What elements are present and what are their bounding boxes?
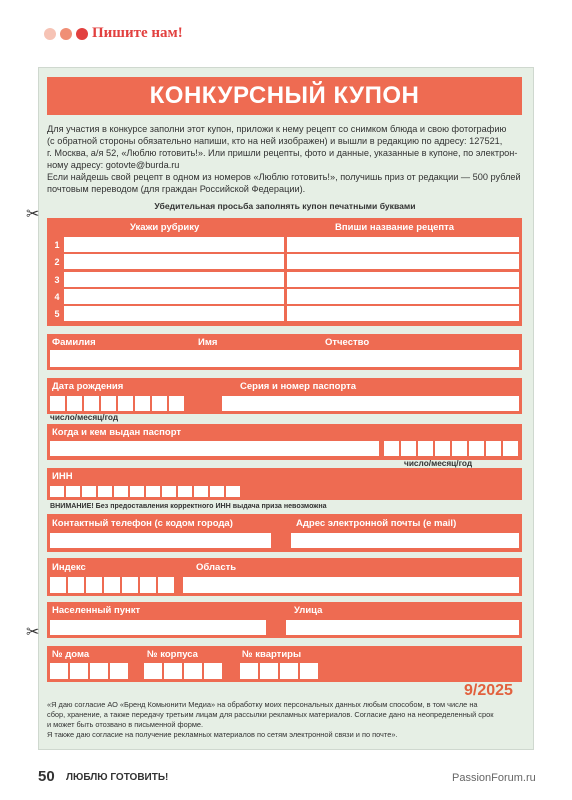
scissors-icon: ✂: [26, 206, 40, 223]
row-number: 4: [54, 292, 60, 302]
rubric-field-4[interactable]: [64, 289, 284, 304]
recipe-field-4[interactable]: [287, 289, 519, 304]
header-dot-dark: [76, 28, 88, 40]
index-cell[interactable]: [158, 577, 174, 593]
scissors-icon: ✂: [26, 624, 40, 641]
index-cell[interactable]: [68, 577, 84, 593]
consent-line: Я также даю согласие на получение рекламных материалов по сетям электронной связи и по почте».: [47, 730, 398, 739]
inn-label: ИНН: [52, 471, 73, 482]
coupon-title: КОНКУРСНЫЙ КУПОН: [47, 77, 522, 115]
row-number: 2: [54, 257, 60, 267]
house-cell[interactable]: [70, 663, 88, 679]
region-label: Область: [196, 562, 237, 573]
intro-line: Если найдешь свой рецепт в одном из номеров «Люблю готовить!», получишь приз от редакции — 500 рублей: [47, 172, 521, 182]
watermark: PassionForum.ru: [452, 772, 536, 784]
date-cell[interactable]: [101, 396, 116, 411]
inn-warning: ВНИМАНИЕ! Без предоставления корректного ИНН выдача приза невозможна: [50, 502, 327, 510]
name-label: Имя: [198, 337, 218, 348]
recipe-field-2[interactable]: [287, 254, 519, 269]
date-cell[interactable]: [152, 396, 167, 411]
building-cell[interactable]: [204, 663, 222, 679]
header-dot-mid: [60, 28, 72, 40]
index-cell[interactable]: [122, 577, 138, 593]
date-cell[interactable]: [469, 441, 484, 456]
date-cell[interactable]: [503, 441, 518, 456]
birth-date-format: число/месяц/год: [50, 412, 119, 422]
apartment-cell[interactable]: [260, 663, 278, 679]
row-number: 3: [54, 275, 60, 285]
date-cell[interactable]: [67, 396, 82, 411]
issue-date-format: число/месяц/год: [404, 458, 473, 468]
index-cell[interactable]: [104, 577, 120, 593]
house-cell[interactable]: [110, 663, 128, 679]
print-request: Убедительная просьба заполнять купон печатными буквами: [154, 201, 416, 211]
date-cell[interactable]: [135, 396, 150, 411]
building-cell[interactable]: [144, 663, 162, 679]
date-cell[interactable]: [435, 441, 450, 456]
passport-issued-label: Когда и кем выдан паспорт: [52, 427, 182, 438]
recipe-field-3[interactable]: [287, 272, 519, 287]
phone-field[interactable]: [50, 533, 271, 548]
rubric-field-1[interactable]: [64, 237, 284, 252]
building-label: № корпуса: [147, 649, 198, 660]
date-cell[interactable]: [384, 441, 399, 456]
consent-text: [47, 700, 525, 740]
index-cell[interactable]: [50, 577, 66, 593]
rubric-field-5[interactable]: [64, 306, 284, 321]
col-recipe-header: Впиши название рецепта: [335, 222, 455, 233]
issue-number: 9/2025: [464, 682, 513, 699]
inn-cell[interactable]: [226, 486, 240, 497]
inn-cell[interactable]: [178, 486, 192, 497]
inn-cell[interactable]: [82, 486, 96, 497]
inn-cell[interactable]: [210, 486, 224, 497]
intro-line: ному адресу: gotovte@burda.ru: [47, 160, 180, 170]
header-dot-light: [44, 28, 56, 40]
full-name-field[interactable]: [50, 350, 519, 367]
patronymic-label: Отчество: [325, 337, 370, 348]
inn-cell[interactable]: [114, 486, 128, 497]
apartment-cell[interactable]: [280, 663, 298, 679]
passport-issued-field[interactable]: [50, 441, 379, 456]
phone-label: Контактный телефон (с кодом города): [52, 518, 233, 529]
date-cell[interactable]: [418, 441, 433, 456]
rubric-field-3[interactable]: [64, 272, 284, 287]
locality-field[interactable]: [50, 620, 266, 635]
date-cell[interactable]: [169, 396, 184, 411]
street-label: Улица: [294, 605, 323, 616]
magazine-name: ЛЮБЛЮ ГОТОВИТЬ!: [66, 772, 169, 783]
section-title: Пишите нам!: [92, 25, 183, 41]
surname-label: Фамилия: [52, 337, 96, 348]
inn-cell[interactable]: [50, 486, 64, 497]
inn-cell[interactable]: [194, 486, 208, 497]
passport-number-field[interactable]: [222, 396, 519, 411]
row-number: 1: [54, 240, 60, 250]
consent-line: сбор, хранение, а также передачу третьим лицам для рассылки рекламных материалов. Согласие дано на неопределенный срок: [47, 710, 494, 719]
inn-cell[interactable]: [146, 486, 160, 497]
inn-cell[interactable]: [130, 486, 144, 497]
building-cell[interactable]: [164, 663, 182, 679]
recipe-field-5[interactable]: [287, 306, 519, 321]
consent-line: и может быть отозвано в письменной форме.: [47, 720, 204, 729]
birth-date-label: Дата рождения: [52, 381, 124, 392]
rubric-field-2[interactable]: [64, 254, 284, 269]
building-cell[interactable]: [184, 663, 202, 679]
date-cell[interactable]: [486, 441, 501, 456]
recipe-field-1[interactable]: [287, 237, 519, 252]
apartment-cell[interactable]: [240, 663, 258, 679]
date-cell[interactable]: [452, 441, 467, 456]
house-cell[interactable]: [50, 663, 68, 679]
apartment-cell[interactable]: [300, 663, 318, 679]
apartment-label: № квартиры: [242, 649, 302, 660]
street-field[interactable]: [286, 620, 519, 635]
intro-line: (с обратной стороны обязательно напиши, кто на ней изображен) и вышли в редакцию по адресу: 127521,: [47, 136, 503, 146]
intro-line: Для участия в конкурсе заполни этот купон, приложи к нему рецепт со снимком блюда и свою фотографию: [47, 124, 507, 134]
inn-cell[interactable]: [98, 486, 112, 497]
row-number: 5: [54, 309, 60, 319]
email-field[interactable]: [291, 533, 519, 548]
region-field[interactable]: [183, 577, 519, 593]
page-number: 50: [38, 768, 55, 785]
date-cell[interactable]: [118, 396, 133, 411]
date-cell[interactable]: [50, 396, 65, 411]
index-cell[interactable]: [86, 577, 102, 593]
inn-cell[interactable]: [162, 486, 176, 497]
index-label: Индекс: [52, 562, 86, 573]
house-label: № дома: [52, 649, 90, 660]
col-rubric-header: Укажи рубрику: [130, 222, 200, 233]
house-cell[interactable]: [90, 663, 108, 679]
email-label: Адрес электронной почты (е mail): [296, 518, 457, 529]
date-cell[interactable]: [84, 396, 99, 411]
date-cell[interactable]: [401, 441, 416, 456]
index-cell[interactable]: [140, 577, 156, 593]
inn-cell[interactable]: [66, 486, 80, 497]
intro-text: [47, 123, 523, 195]
intro-line: почтовым переводом (для граждан Российской Федерации).: [47, 184, 306, 194]
consent-line: «Я даю согласие АО «Бренд Комьюнити Медиа» на обработку моих персональных данных любым способом, в том числе на: [47, 700, 478, 709]
passport-label: Серия и номер паспорта: [240, 381, 357, 392]
locality-label: Населенный пункт: [52, 605, 141, 616]
intro-line: г. Москва, а/я 52, «Люблю готовить!». Или пришли рецепты, фото и данные, указанные в купоне, по электрон-: [47, 148, 518, 158]
